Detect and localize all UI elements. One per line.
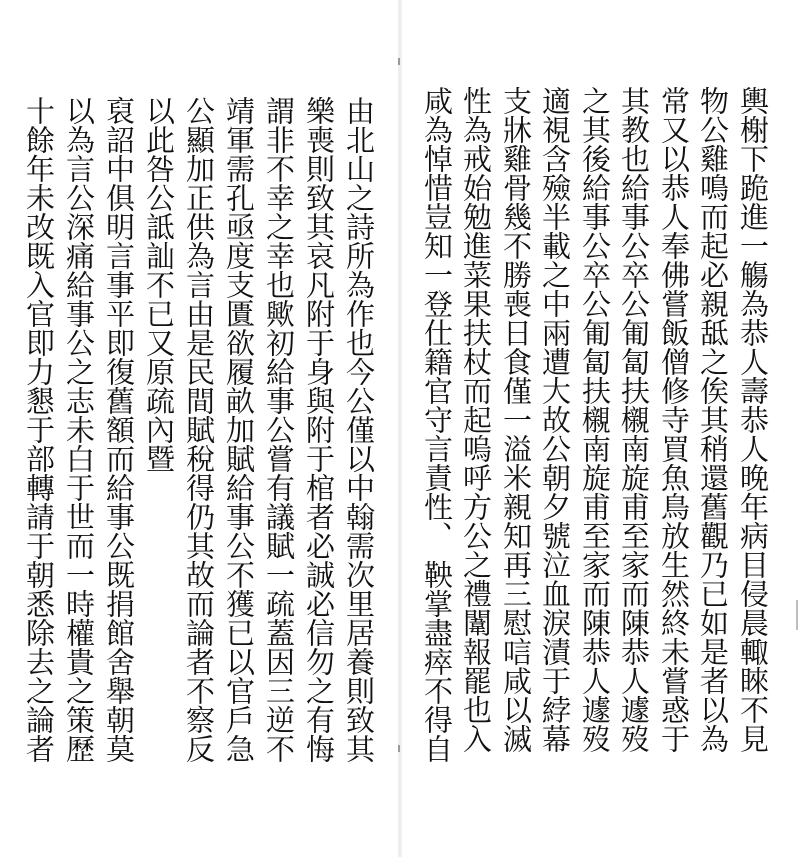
text-column: 謂非不幸之幸也歟初給事公嘗有議賦一疏蓋因三逆不	[262, 96, 296, 763]
gutter-mark	[398, 745, 400, 752]
text-column: 物公雞鳴而起必親䑛之俟其稍還舊觀乃已如是者以為	[696, 86, 730, 753]
text-column: 輿榭下跪進一觴為恭人壽恭人晚年病目侵晨輙睞不見	[736, 86, 770, 753]
text-column: 以為言公深痛給事公之志未白于世而一時權貴之策歷	[62, 96, 96, 763]
text-column: 咸為悼惜豈知一登仕籍官守言責性、	[420, 86, 454, 550]
text-column: 適視含殮半載之中兩遭大故公朝夕號泣血淚漬于綍幕	[538, 86, 572, 753]
right-page	[402, 0, 800, 857]
text-column: 其教也給事公卒公匍匐扶櫬南旋甫至家而陳恭人遽歿	[617, 86, 651, 753]
text-column: 靖軍需孔亟度支匱欲履畝加賦給事公不獲已以官戶急	[222, 96, 256, 763]
text-column: 樂喪則致其哀凡附于身與附于棺者必誠必信勿之有悔	[302, 96, 336, 763]
text-column: 常又以恭人奉佛嘗飯僧修寺買魚鳥放生然終未嘗惑于	[657, 86, 691, 753]
text-column: 十餘年未改既入官即力懇于部轉請于朝悉除去之論者	[22, 96, 56, 763]
book-gutter	[398, 0, 402, 857]
gutter-mark	[398, 58, 400, 65]
text-column: 性為戒始勉進菜果扶杖而起嗚呼方公之禮闈報罷也入	[459, 86, 493, 753]
text-column: 支牀雞骨幾不勝喪日食僅一溢米親知再三慰唁咸以滅	[499, 86, 533, 753]
text-column: 之其後給事公卒公匍匐扶櫬南旋甫至家而陳恭人遽歿	[578, 86, 612, 753]
left-page	[0, 0, 398, 857]
text-column: 以此咎公詆訕不已又原疏內暨	[142, 96, 176, 473]
text-column: 由北山之詩所為作也今公僅以中翰需次里居養則致其	[342, 96, 376, 763]
text-column: 鞅掌盡瘁不得自	[420, 560, 454, 763]
text-column: 公顯加正供為言由是民間賦稅得仍其故而論者不察反	[182, 96, 216, 763]
page-edge-mark	[796, 600, 798, 630]
text-column: 裒詔中俱明言事平即復舊額而給事公既捐館舍舉朝莫	[102, 96, 136, 763]
